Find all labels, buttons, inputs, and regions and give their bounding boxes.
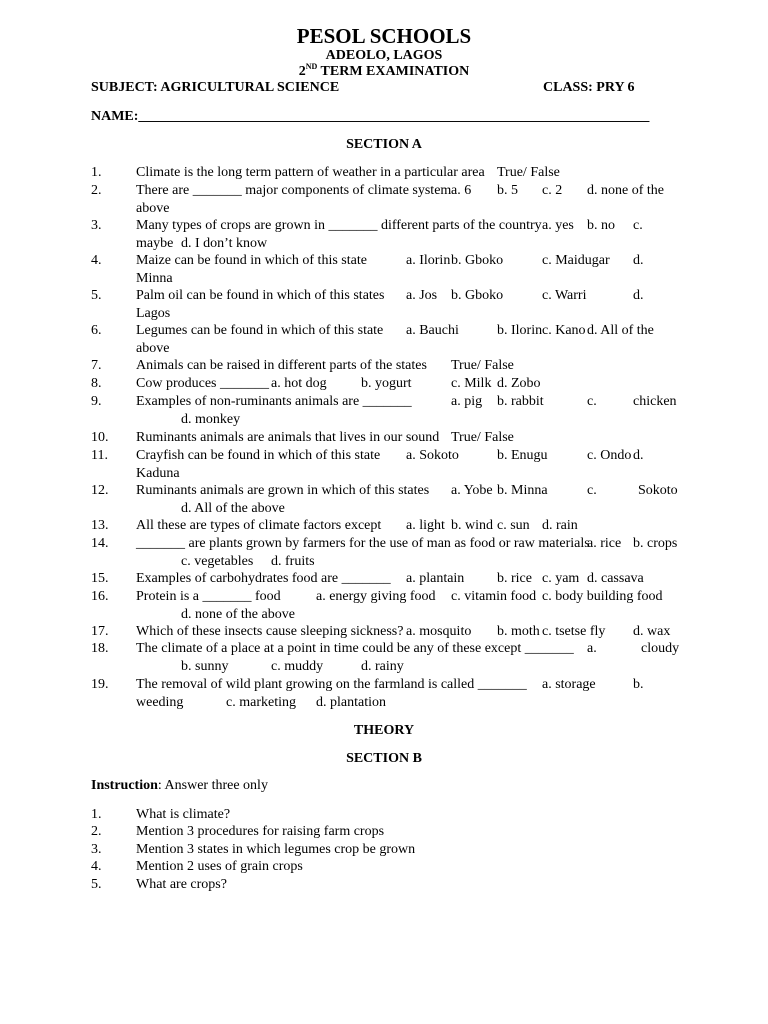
question-text: Mention 2 uses of grain crops [136,859,303,874]
option: d. rain [542,518,578,533]
option: c. [633,218,643,233]
question-number: 3. [91,842,102,857]
option: d. [633,253,644,268]
question-text: Animals can be raised in different parts of the states [136,358,427,373]
option: c. body building food [542,589,663,604]
question-text: Examples of carbohydrates food are _______ [136,571,391,586]
school-location: ADEOLO, LAGOS [325,48,443,63]
question-text: Which of these insects cause sleeping sickness? [136,624,404,639]
question-text: Palm oil can be found in which of this states [136,288,385,303]
option: weeding [136,694,184,710]
option: d. I don’t know [181,235,268,251]
option: Kaduna [136,465,180,481]
option: above [136,200,170,216]
option: c. vegetables [181,553,254,569]
question-number: 8. [91,376,102,391]
option: a. light [406,518,445,533]
option: d. All of the above [181,500,285,516]
option: maybe [136,235,174,251]
option: c. [587,394,597,409]
option: a. hot dog [271,376,327,391]
section-b-heading: SECTION B [346,751,422,766]
question-text: Legumes can be found in which of this state [136,323,384,338]
school-name: PESOL SCHOOLS [296,24,472,48]
question-text: The removal of wild plant growing on the farmland is called _______ [136,677,527,692]
option: d. fruits [271,553,315,569]
question-number: 17. [91,624,109,639]
option: c. Warri [542,288,587,303]
question-number: 5. [91,877,102,892]
option: b. rice [497,571,532,586]
question-text: Cow produces _______ [136,376,269,391]
theory-heading: THEORY [353,723,415,738]
option: c. yam [542,571,580,586]
option: b. moth [497,624,540,639]
option: a. Sokoto [406,448,459,463]
option: c. Milk [451,376,492,391]
option: c. marketing [226,694,296,710]
question-number: 18. [91,641,109,656]
option: a. mosquito [406,624,472,639]
question-number: 1. [91,807,102,822]
option: Minna [136,270,173,286]
option: chicken [633,394,677,409]
option: a. [587,641,597,656]
option: above [136,340,170,356]
option: c. vitamin food [451,589,537,604]
option: d. none of the above [181,606,295,622]
option: a. Bauchi [406,323,459,338]
question-number: 11. [91,448,108,463]
section-a-heading: SECTION A [346,137,422,152]
question-text: There are _______ major components of climate system [136,183,452,198]
name-field: NAME:_________________________________________________________________________ [91,109,650,124]
option: c. tsetse fly [542,624,606,639]
question-number: 3. [91,218,102,233]
question-text: Climate is the long term pattern of weather in a particular area [136,165,485,180]
option: d. Zobo [497,376,541,391]
question-number: 6. [91,323,102,338]
option: c. Kano [542,323,586,338]
option: b. rabbit [497,394,544,409]
question-text: _______ are plants grown by farmers for the use of man as food or raw materials [136,536,590,551]
question-text: Crayfish can be found in which of this state [136,448,381,463]
term-number: 2 [298,64,306,79]
option: b. [633,677,644,692]
option: c. Ondo [587,448,632,463]
option: c. [587,483,597,498]
option: Sokoto [638,483,678,498]
option: d. wax [633,624,671,639]
option: c. Maidugar [542,253,610,268]
option: d. rainy [361,658,404,674]
question-number: 1. [91,165,102,180]
subject-line: SUBJECT: AGRICULTURAL SCIENCE [91,80,340,95]
option: a. rice [587,536,622,551]
question-number: 7. [91,358,102,373]
option: d. none of the [587,183,664,198]
option: b. yogurt [361,376,412,391]
instruction-text: : Answer three only [157,778,268,793]
question-number: 13. [91,518,109,533]
option: b. Gboko [451,253,504,268]
question-text: Protein is a _______ food [136,589,281,604]
question-text: Ruminants animals are animals that lives in our sound [136,430,440,445]
option: a. pig [451,394,483,409]
option: c. sun [497,518,530,533]
option: cloudy [641,641,680,656]
option: b. wind [451,518,493,533]
option: b. no [587,218,615,233]
question-number: 9. [91,394,102,409]
option: d. [633,448,644,463]
instruction-label: Instruction [91,778,158,793]
question-text: Examples of non-ruminants animals are _______ [136,394,412,409]
option: c. 2 [542,183,563,198]
option: a. Jos [406,288,438,303]
option: a. 6 [451,183,472,198]
option: b. Gboko [451,288,504,303]
option: Lagos [136,305,171,321]
option: a. Yobe [451,483,493,498]
option: d. monkey [181,411,241,427]
question-number: 15. [91,571,109,586]
question-text: Mention 3 states in which legumes crop be grown [136,842,416,857]
question-number: 2. [91,824,102,839]
option: b. Enugu [497,448,548,463]
question-number: 14. [91,536,109,551]
class-line: CLASS: PRY 6 [543,80,635,95]
question-text: Ruminants animals are grown in which of this states [136,483,430,498]
option: a. Ilorin [406,253,451,268]
option: d. [633,288,644,303]
option: b. Minna [497,483,548,498]
question-number: 5. [91,288,102,303]
question-text: Mention 3 procedures for raising farm crops [136,824,385,839]
question-number: 4. [91,253,102,268]
option: d. plantation [316,694,386,710]
question-text: Maize can be found in which of this state [136,253,367,268]
option: True/ False [451,430,514,445]
instruction [91,777,268,795]
option: d. All of the [587,323,654,338]
option: c. muddy [271,658,324,674]
question-text: Many types of crops are grown in _______ different parts of the country [136,218,542,233]
option: d. cassava [587,571,644,586]
question-text: All these are types of climate factors except [136,518,382,533]
term-title: TERM EXAMINATION [317,64,470,79]
option: True/ False [451,358,514,373]
exam-term [0,63,768,80]
option: a. plantain [406,571,465,586]
question-number: 2. [91,183,102,198]
question-text: What is climate? [136,807,231,822]
option: b. 5 [497,183,518,198]
option: a. yes [542,218,574,233]
option: a. energy giving food [316,589,436,604]
option: True/ False [497,165,560,180]
question-text: The climate of a place at a point in time could be any of these except _______ [136,641,574,656]
question-number: 19. [91,677,109,692]
option: b. crops [633,536,678,551]
option: b. sunny [181,658,229,674]
term-suffix: ND [305,62,318,71]
option: b. Ilorin [497,323,543,338]
question-number: 10. [91,430,109,445]
question-number: 4. [91,859,102,874]
option: a. storage [542,677,596,692]
question-text: What are crops? [136,877,227,892]
question-number: 16. [91,589,109,604]
question-number: 12. [91,483,109,498]
